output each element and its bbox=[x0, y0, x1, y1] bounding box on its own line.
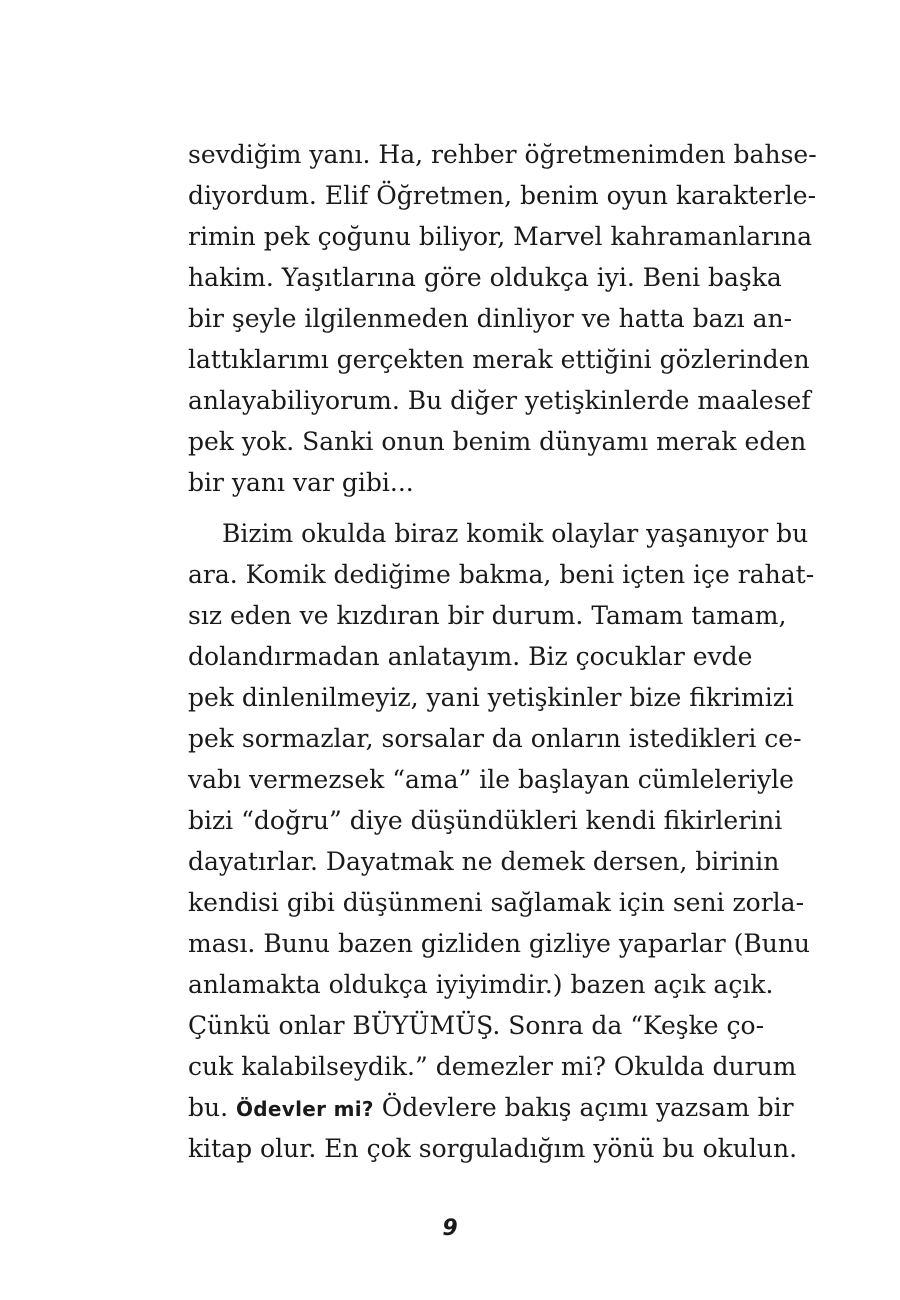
paragraph-2-line-12: anlamakta oldukça iyiyimdir.) bazen açık açık. bbox=[188, 970, 774, 999]
paragraph-1-line-5: bir şeyle ilgilenmeden dinliyor ve hatta bazı an- bbox=[188, 304, 793, 333]
paragraph-1-line-6: lattıklarımı gerçekten merak ettiğini gözlerinden bbox=[188, 345, 810, 374]
page-number: 9 bbox=[442, 1216, 458, 1241]
paragraph-2-line-9: dayatırlar. Dayatmak ne demek dersen, birinin bbox=[188, 847, 780, 876]
paragraph-2-line-4: dolandırmadan anlatayım. Biz çocuklar evde bbox=[188, 642, 753, 671]
paragraph-2-line-8: bizi “doğru” diye düşündükleri kendi fikirlerini bbox=[188, 806, 783, 835]
paragraph-2-line-13: Çünkü onlar BÜYÜMÜŞ. Sonra da “Keşke ço- bbox=[188, 1011, 765, 1040]
paragraph-1-line-9: bir yanı var gibi... bbox=[188, 468, 414, 497]
paragraph-2-line-2: ara. Komik dediğime bakma, beni içten içe rahat- bbox=[188, 560, 815, 589]
line-15-after: Ödevlere bakış açımı yazsam bir bbox=[373, 1093, 794, 1122]
paragraph-1-line-3: rimin pek çoğunu biliyor, Marvel kahramanlarına bbox=[188, 222, 813, 251]
paragraph-2-line-16: kitap olur. En çok sorguladığım yönü bu okulun. bbox=[188, 1134, 798, 1163]
paragraph-1-line-7: anlayabiliyorum. Bu diğer yetişkinlerde maalesef bbox=[188, 386, 811, 415]
emphasized-phrase: Ödevler mi? bbox=[236, 1097, 374, 1121]
paragraph-1-line-1: sevdiğim yanı. Ha, rehber öğretmenimden bahse- bbox=[188, 140, 817, 169]
paragraph-2-line-3: sız eden ve kızdıran bir durum. Tamam tamam, bbox=[188, 601, 787, 630]
paragraph-gap bbox=[188, 503, 736, 513]
paragraph-2-line-15 bbox=[188, 1087, 794, 1128]
line-15-before: bu. bbox=[188, 1093, 236, 1122]
paragraph-2-line-5: pek dinlenilmeyiz, yani yetişkinler bize fikrimizi bbox=[188, 683, 794, 712]
paragraph-2-line-7: vabı vermezsek “ama” ile başlayan cümleleriyle bbox=[188, 765, 794, 794]
paragraph-2-line-14: cuk kalabilseydik.” demezler mi? Okulda durum bbox=[188, 1052, 797, 1081]
body-text bbox=[188, 134, 817, 1169]
paragraph-1-line-2: diyordum. Elif Öğretmen, benim oyun karakterle- bbox=[188, 181, 817, 210]
paragraph-2-line-1: Bizim okulda biraz komik olaylar yaşanıyor bu bbox=[222, 519, 809, 548]
paragraph-2-line-10: kendisi gibi düşünmeni sağlamak için seni zorla- bbox=[188, 888, 805, 917]
paragraph-1-line-8: pek yok. Sanki onun benim dünyamı merak eden bbox=[188, 427, 807, 456]
paragraph-2-line-6: pek sormazlar, sorsalar da onların istedikleri ce- bbox=[188, 724, 802, 753]
paragraph-1-line-4: hakim. Yaşıtlarına göre oldukça iyi. Beni başka bbox=[188, 263, 782, 292]
paragraph-2-line-11: ması. Bunu bazen gizliden gizliye yaparlar (Bunu bbox=[188, 929, 811, 958]
